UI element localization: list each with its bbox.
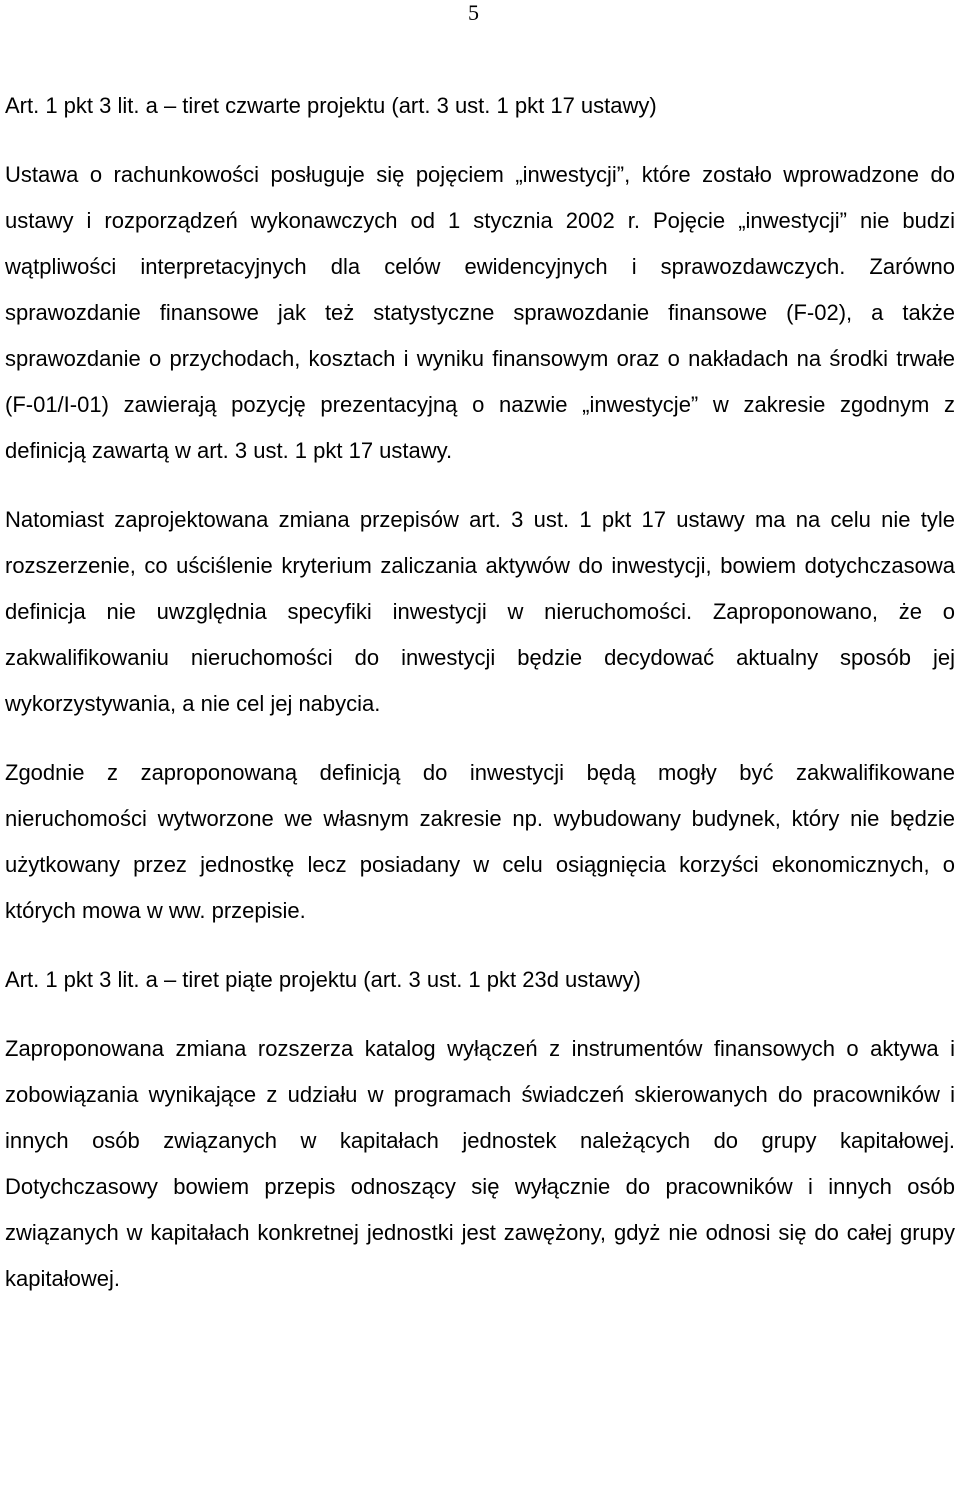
section-heading: Art. 1 pkt 3 lit. a – tiret piąte projektu (art. 3 ust. 1 pkt 23d ustawy) <box>5 967 641 992</box>
section-art-3-ust-1-pkt-23d <box>5 957 955 1302</box>
paragraph: Ustawa o rachunkowości posługuje się pojęciem „inwestycji”, które zostało wprowadzone do ustawy i rozporządzeń wykonawczych od 1 stycznia 2002 r. Pojęcie „inwestycji” nie budzi wątpliwości interpretacyjnych dla celów ewidencyjnych i sprawozdawczych. Zarówno sprawozdanie finansowe jak też statystyczne sprawozdanie finansowe (F-02), a także sprawozdanie o przychodach, kosztach i wyniku finansowym oraz o nakładach na środki trwałe (F-01/I-01) zawierają pozycję prezentacyjną o nazwie „inwestycje” w zakresie zgodnym z definicją zawartą w art. 3 ust. 1 pkt 17 ustawy. <box>5 162 955 463</box>
paragraph: Zgodnie z zaproponowaną definicją do inwestycji będą mogły być zakwalifikowane nieruchomości wytworzone we własnym zakresie np. wybudowany budynek, który nie będzie użytkowany przez jednostkę lecz posiadany w celu osiągnięcia korzyści ekonomicznych, o których mowa w ww. przepisie. <box>5 760 955 923</box>
paragraph: Zaproponowana zmiana rozszerza katalog wyłączeń z instrumentów finansowych o aktywa i zobowiązania wynikające z udziału w programach świadczeń skierowanych do pracowników i innych osób związanych w kapitałach jednostek należących do grupy kapitałowej. Dotychczasowy bowiem przepis odnoszący się wyłącznie do pracowników i innych osób związanych w kapitałach konkretnej jednostki jest zawężony, gdyż nie odnosi się do całej grupy kapitałowej. <box>5 1036 955 1291</box>
paragraph: Natomiast zaprojektowana zmiana przepisów art. 3 ust. 1 pkt 17 ustawy ma na celu nie tyle rozszerzenie, co uściślenie kryterium zaliczania aktywów do inwestycji, bowiem dotychczasowa definicja nie uwzględnia specyfiki inwestycji w nieruchomości. Zaproponowano, że o zakwalifikowaniu nieruchomości do inwestycji będzie decydować aktualny sposób jej wykorzystywania, a nie cel jej nabycia. <box>5 507 955 716</box>
document-body <box>5 83 955 1325</box>
page-number: 5 <box>468 0 479 25</box>
section-heading: Art. 1 pkt 3 lit. a – tiret czwarte projektu (art. 3 ust. 1 pkt 17 ustawy) <box>5 93 657 118</box>
section-art-3-ust-1-pkt-17 <box>5 83 955 934</box>
